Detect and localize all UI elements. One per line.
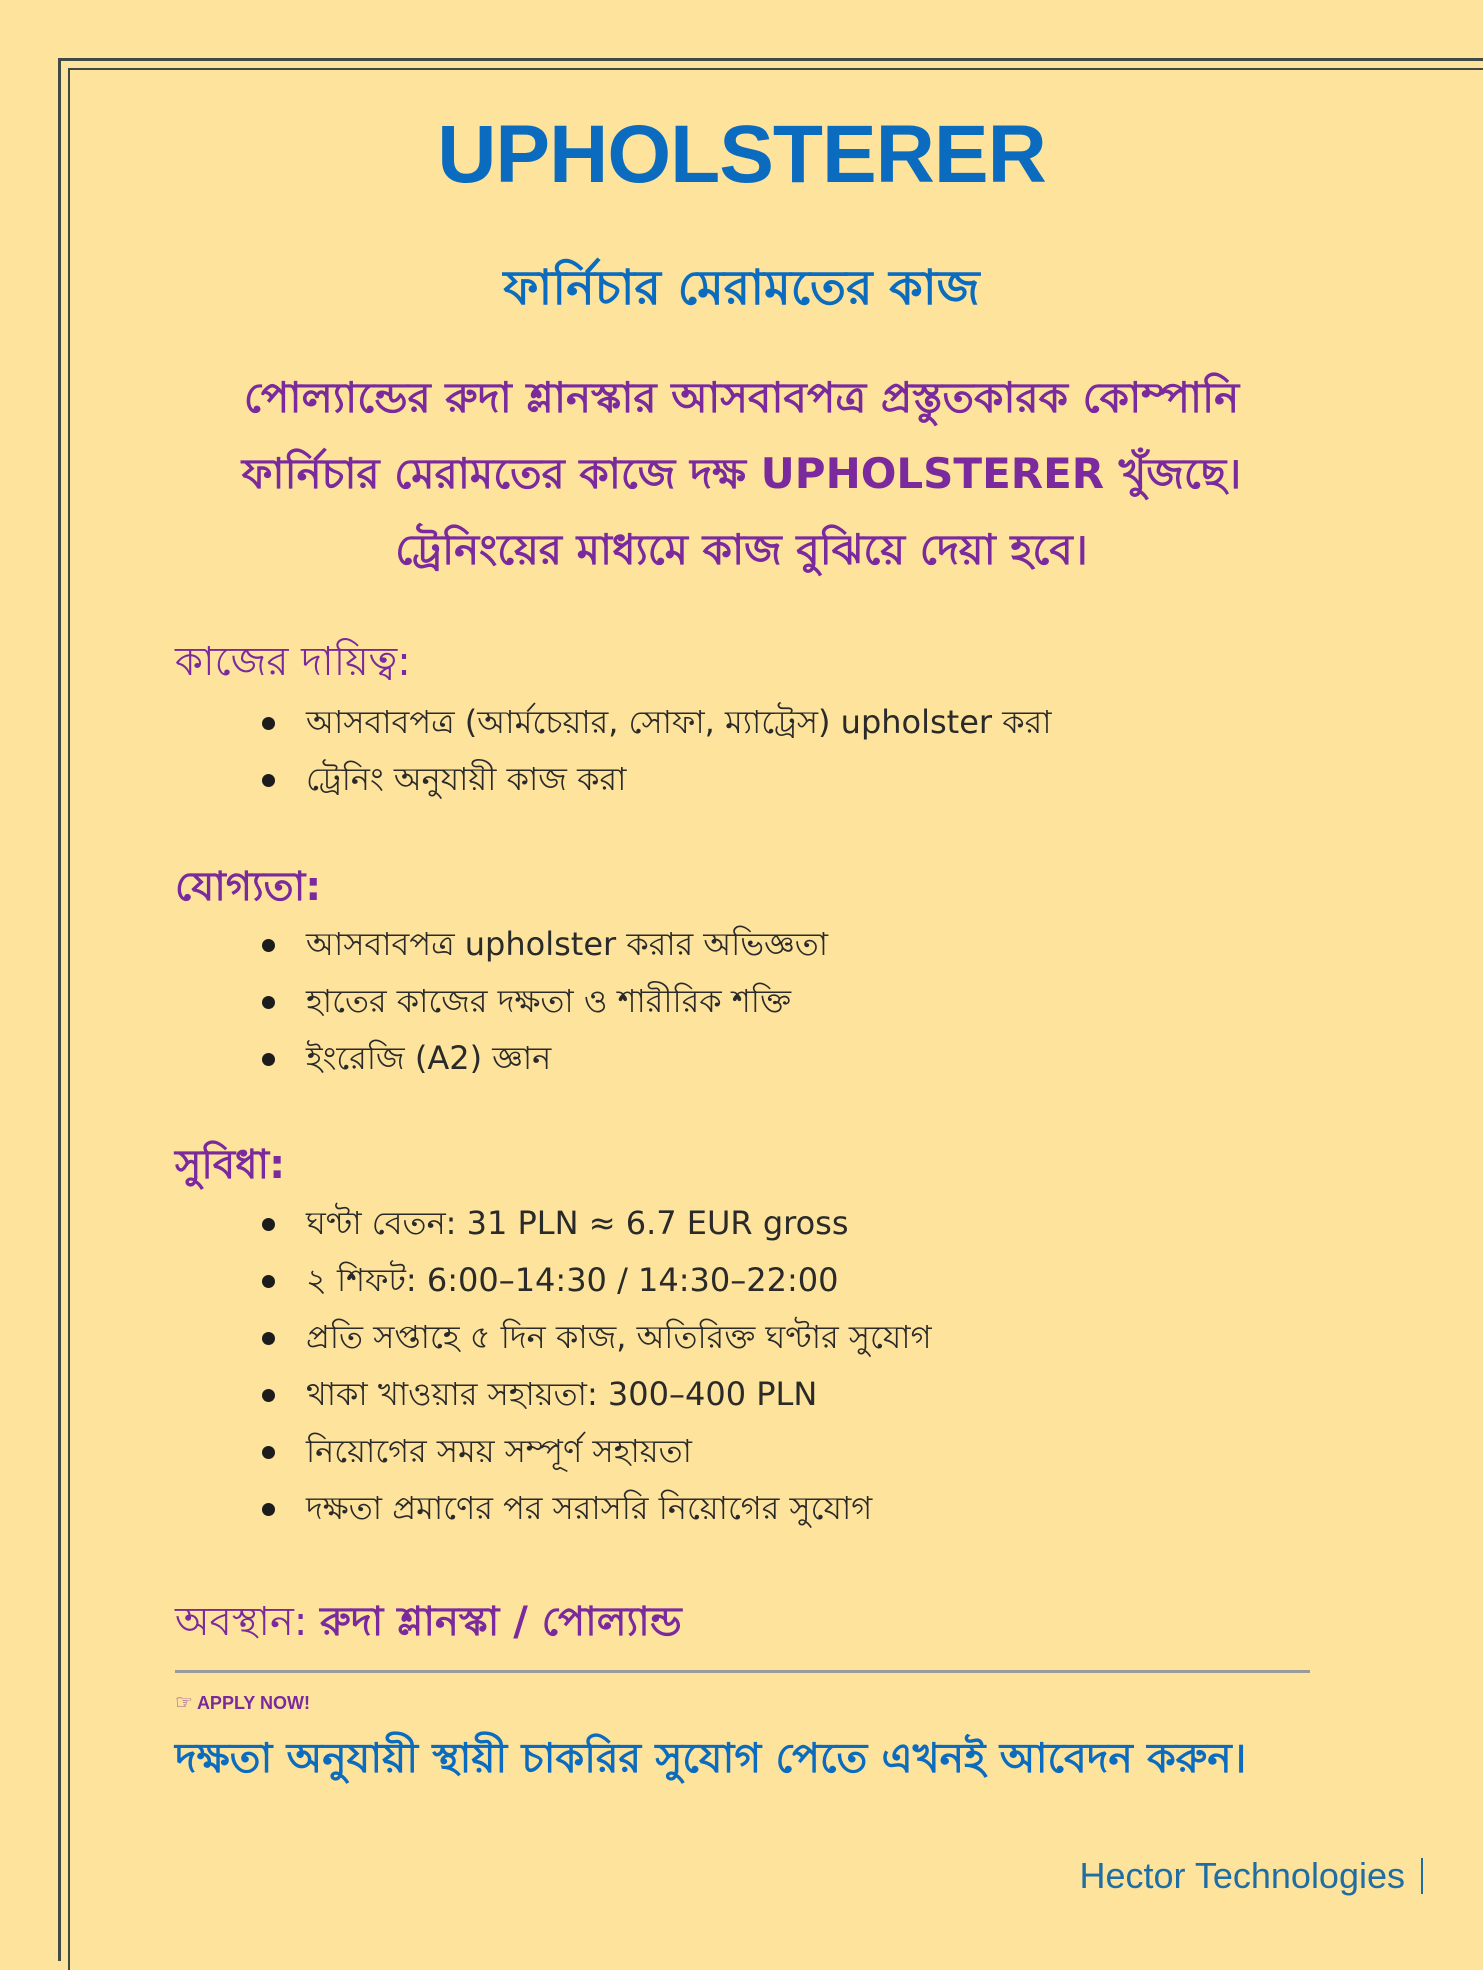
apply-call-to-action: দক্ষতা অনুযায়ী স্থায়ী চাকরির সুযোগ পেতে এখনই আবেদন করুন। [175,1734,1247,1782]
pointing-hand-icon: ☞ [175,1692,193,1714]
intro-line: পোল্যান্ডের রুদা শ্লানস্কার আসবাবপত্র প্রস্তুতকারক কোম্পানি [243,373,1240,422]
responsibilities-list [262,694,1052,808]
list-item [262,1423,932,1480]
intro-line: ট্রেনিংয়ের মাধ্যমে কাজ বুঝিয়ে দেয়া হবে। [395,525,1088,574]
list-item-text: আসবাবপত্র (আর্মচেয়ার, সোফা, ম্যাট্রেস) upholster করা [306,703,1052,741]
page-title: UPHOLSTERER [437,109,1046,200]
bullet-icon [262,1053,275,1066]
list-item [262,1366,932,1423]
list-item-text: আসবাবপত্র upholster করার অভিজ্ঞতা [306,925,829,963]
brand-name: Hector Technologies [1079,1855,1405,1896]
list-item [262,694,1052,751]
benefits-list [262,1195,932,1537]
intro-line: ফার্নিচার মেরামতের কাজে দক্ষ UPHOLSTERER খুঁজছে। [241,449,1242,498]
list-item-text: ইংরেজি (A2) জ্ঞান [306,1039,552,1077]
bullet-icon [262,774,275,787]
bullet-icon [262,1389,275,1402]
bullet-icon [262,1218,275,1231]
bullet-icon [262,717,275,730]
list-item-text: ট্রেনিং অনুযায়ী কাজ করা [306,760,627,798]
list-item [262,1309,932,1366]
bullet-icon [262,996,275,1009]
bullet-icon [262,1503,275,1516]
location-line [175,1590,682,1657]
intro-paragraph [120,360,1363,588]
bullet-icon [262,939,275,952]
bullet-icon [262,1332,275,1345]
list-item-text: প্রতি সপ্তাহে ৫ দিন কাজ, অতিরিক্ত ঘণ্টার সুযোগ [306,1318,932,1356]
apply-now-text: APPLY NOW! [196,1693,310,1713]
list-item [262,1030,828,1087]
brand-divider [1421,1858,1423,1894]
divider [175,1670,1310,1673]
responsibilities-heading: কাজের দায়িত্ব: [175,639,411,685]
qualifications-heading: যোগ্যতা: [175,864,322,910]
list-item-text: ২ শিফট: 6:00–14:30 / 14:30–22:00 [306,1261,839,1299]
list-item [262,1480,932,1537]
list-item-text: হাতের কাজের দক্ষতা ও শারীরিক শক্তি [306,982,792,1020]
list-item-text: থাকা খাওয়ার সহায়তা: 300–400 PLN [306,1375,818,1413]
page-subtitle: ফার্নিচার মেরামতের কাজ [503,260,980,316]
list-item [262,1252,932,1309]
list-item [262,1195,932,1252]
list-item-text: দক্ষতা প্রমাণের পর সরাসরি নিয়োগের সুযোগ [306,1489,873,1527]
footer-brand [1079,1855,1423,1897]
list-item [262,916,828,973]
bullet-icon [262,1446,275,1459]
list-item [262,751,1052,808]
qualifications-list [262,916,828,1087]
location-value: রুদা শ্লানস্কা / পোল্যান্ড [320,1599,682,1645]
list-item-text: নিয়োগের সময় সম্পূর্ণ সহায়তা [306,1432,692,1470]
apply-now-label[interactable] [175,1690,310,1715]
benefits-heading: সুবিধা: [175,1142,286,1188]
list-item [262,973,828,1030]
list-item-text: ঘণ্টা বেতন: 31 PLN ≈ 6.7 EUR gross [306,1204,849,1242]
location-label: অবস্থান: [175,1599,321,1645]
bullet-icon [262,1275,275,1288]
